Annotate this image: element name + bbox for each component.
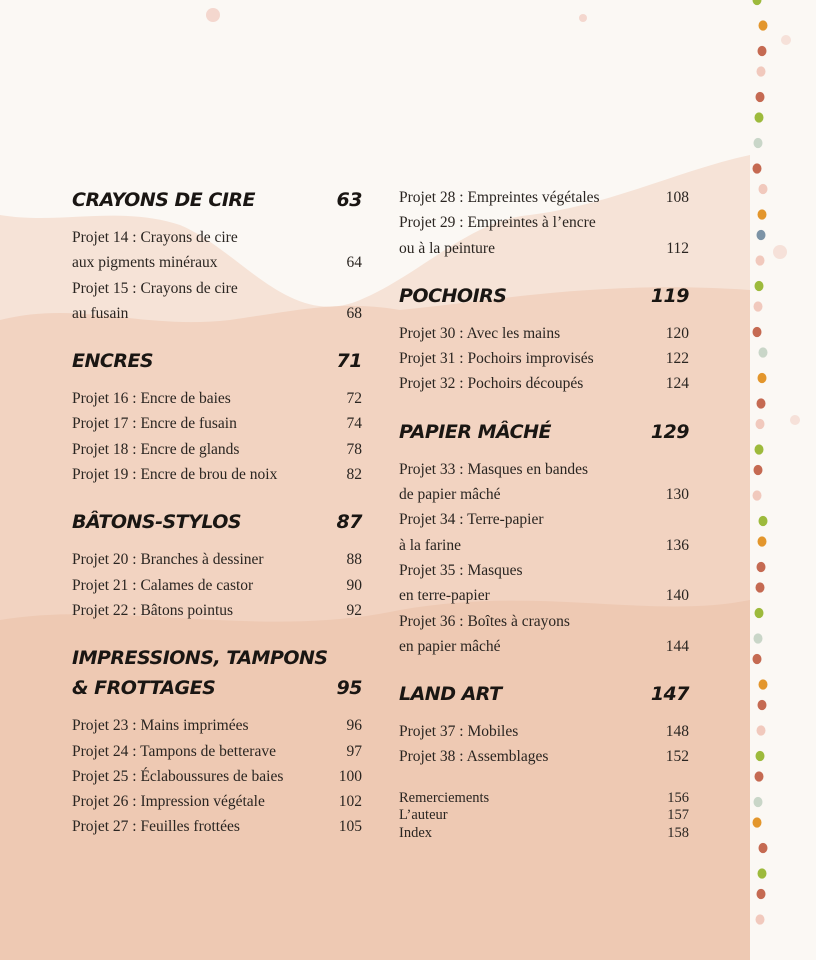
decorative-dot [756,419,765,429]
toc-entry-page: 140 [665,587,689,605]
toc-entry [399,790,689,808]
toc-entry-page: 156 [667,789,689,806]
toc-entry [399,609,689,660]
toc-entry-page: 88 [346,551,362,569]
toc-column-left [72,185,362,860]
toc-entry [399,825,689,843]
decorative-dot [756,751,765,761]
toc-entry [399,719,689,744]
toc-entry-page: 122 [665,350,689,368]
toc-entry-title: Projet 16 : Encre de baies [72,390,231,408]
decorative-dot [758,536,767,546]
toc-continued [399,185,689,261]
toc-entry-page: 64 [346,254,362,272]
toc-entry-page: 68 [346,304,362,322]
decorative-dot [753,654,762,664]
toc-entry-title: Projet 28 : Empreintes végétales [399,189,600,206]
decorative-dot [757,562,766,572]
section-title: POCHOIRS [399,284,507,307]
section-heading [72,185,362,215]
decorative-dot [756,582,765,592]
toc-entry-page: 82 [346,466,362,484]
decorative-dot [757,725,766,735]
toc-section [72,643,362,839]
toc-entry [399,321,689,346]
toc-entry-page: 157 [667,807,689,824]
toc-entry [399,558,689,609]
toc-entry-page: 74 [346,415,362,433]
decorative-dot [753,0,762,5]
section-page: 63 [336,189,362,211]
toc-entry [72,814,362,839]
decorative-dot [755,771,764,781]
toc-entry-title: Projet 23 : Mains imprimées [72,717,249,735]
toc-entry [72,547,362,572]
section-heading [399,417,689,447]
toc-entry-page: 78 [346,440,362,458]
section-title: ENCRES [72,350,154,373]
toc-entry [399,185,689,210]
toc-section [399,679,689,770]
toc-section [399,417,689,659]
toc-entry-page: 120 [665,324,689,342]
toc-entry-title: Projet 22 : Bâtons pointus [72,601,234,619]
toc-entry-title: Projet 24 : Tampons de betterave [72,742,276,760]
decorative-dot [757,66,766,76]
toc-entry-title: Projet 35 : Masques en terre-papier [399,561,523,605]
toc-entry [72,764,362,789]
toc-entry [399,346,689,371]
toc-entry-title: Projet 36 : Boîtes à crayons en papier mâché [399,612,570,655]
toc-entry [399,744,689,769]
section-page: 87 [336,511,362,534]
toc-entry-title: Projet 21 : Calames de castor [72,576,254,594]
toc-entry-page: 158 [667,824,689,841]
toc-entry [72,713,362,738]
toc-entry-page: 130 [665,486,689,504]
decorative-dot [758,46,767,56]
section-page: 129 [650,420,689,443]
toc-entry-title: Projet 17 : Encre de fusain [72,415,237,433]
decorative-dot [757,398,766,408]
toc-entry-page: 152 [665,748,689,766]
toc-entry-title: Projet 18 : Encre de glands [72,440,240,458]
toc-section [72,507,362,623]
toc-entry-page: 100 [338,767,362,785]
toc-entry [399,457,689,508]
section-heading [72,643,362,703]
toc-entry [72,386,362,411]
decorative-dot [753,817,762,827]
toc-entry [399,210,689,261]
toc-entry-page: 148 [665,723,689,741]
toc-entry [72,573,362,598]
decorative-dot [755,608,764,618]
toc-entry [72,789,362,814]
toc-entry-title: Projet 32 : Pochoirs découpés [399,375,584,393]
toc-entry-page: 96 [346,717,362,735]
decorative-dot [755,281,764,291]
toc-entry [399,371,689,396]
decorative-dot [758,868,767,878]
toc-entry [399,807,689,825]
toc-entry-page: 92 [346,601,362,619]
decorative-dot [759,679,768,689]
toc-section [72,185,362,326]
decorative-dot [757,889,766,899]
decorative-dot [754,138,763,148]
section-title: LAND ART [399,683,502,706]
toc-entry-title: Projet 37 : Mobiles [399,723,519,741]
decorative-dot [754,633,763,643]
section-page: 147 [650,683,689,706]
decorative-dot [754,301,763,311]
toc-entry-page: 90 [346,576,362,594]
toc-entry-page: 144 [665,637,689,655]
toc-entry-title: Projet 19 : Encre de brou de noix [72,466,278,484]
toc-entry-page: 112 [666,239,689,257]
section-title: CRAYONS DE CIRE [72,189,256,211]
toc-entry [72,276,362,327]
decorative-dot [759,20,768,30]
decorative-dot [753,163,762,173]
decorative-dot [759,843,768,853]
decorative-dot [759,347,768,357]
section-heading [399,679,689,709]
section-page: 71 [336,350,362,373]
section-title: IMPRESSIONS, TAMPONS & FROTTAGES [72,647,328,700]
decorative-dot [758,700,767,710]
toc-entry [72,225,362,276]
decorative-dot [755,444,764,454]
toc-entry-page: 105 [338,818,362,836]
decorative-dot [759,184,768,194]
back-matter [399,790,689,843]
toc-entry-page: 136 [665,536,689,554]
section-page: 95 [336,677,362,700]
toc-entry-title: Projet 25 : Éclaboussures de baies [72,767,284,785]
section-title: BÂTONS-STYLOS [72,511,242,534]
toc-section [72,346,362,487]
decorative-dot [756,92,765,102]
toc-entry [72,598,362,623]
toc-entry [72,437,362,462]
toc-entry-title: Projet 38 : Assemblages [399,748,549,766]
toc-entry-page: 97 [346,742,362,760]
toc-entry [399,507,689,558]
toc-entry-title: Projet 26 : Impression végétale [72,793,265,811]
decorative-dot [756,255,765,265]
section-heading [399,281,689,311]
toc-entry [72,739,362,764]
decorative-dot [754,465,763,475]
toc-entry-title: Projet 33 : Masques en bandes de papier mâché [399,460,588,504]
toc-entry-title: Projet 29 : Empreintes à l’encre ou à la peinture [399,214,596,257]
toc-entry-title: L’auteur [399,807,448,824]
toc-entry-page: 124 [665,375,689,393]
toc-column-right [399,185,689,862]
toc-entry-title: Projet 15 : Crayons de cire au fusain [72,279,238,322]
toc-entry-page: 108 [665,189,689,206]
toc-entry-page: 72 [346,390,362,408]
toc-section [399,281,689,397]
section-heading [72,507,362,537]
toc-entry [72,411,362,436]
toc-entry-title: Index [399,824,433,841]
section-title: PAPIER MÂCHÉ [399,420,551,443]
toc-entry-title: Remerciements [399,789,490,806]
decorative-dot [759,516,768,526]
decorative-dot [754,797,763,807]
section-page: 119 [650,284,689,307]
decorative-dot [757,230,766,240]
toc-entry-title: Projet 27 : Feuilles frottées [72,818,240,836]
toc-entry-title: Projet 14 : Crayons de cire aux pigments minéraux [72,229,238,272]
toc-entry-title: Projet 34 : Terre-papier à la farine [399,511,544,554]
toc-entry-page: 102 [338,793,362,811]
decorative-dot [756,914,765,924]
decorative-dot [753,327,762,337]
decorative-dot [753,490,762,500]
toc-entry-title: Projet 31 : Pochoirs improvisés [399,350,594,368]
toc-entry-title: Projet 20 : Branches à dessiner [72,551,264,569]
section-heading [72,346,362,376]
toc-entry [72,462,362,487]
toc-entry-title: Projet 30 : Avec les mains [399,324,561,342]
decorative-dot [755,112,764,122]
decorative-dot [758,209,767,219]
decorative-dot [758,373,767,383]
